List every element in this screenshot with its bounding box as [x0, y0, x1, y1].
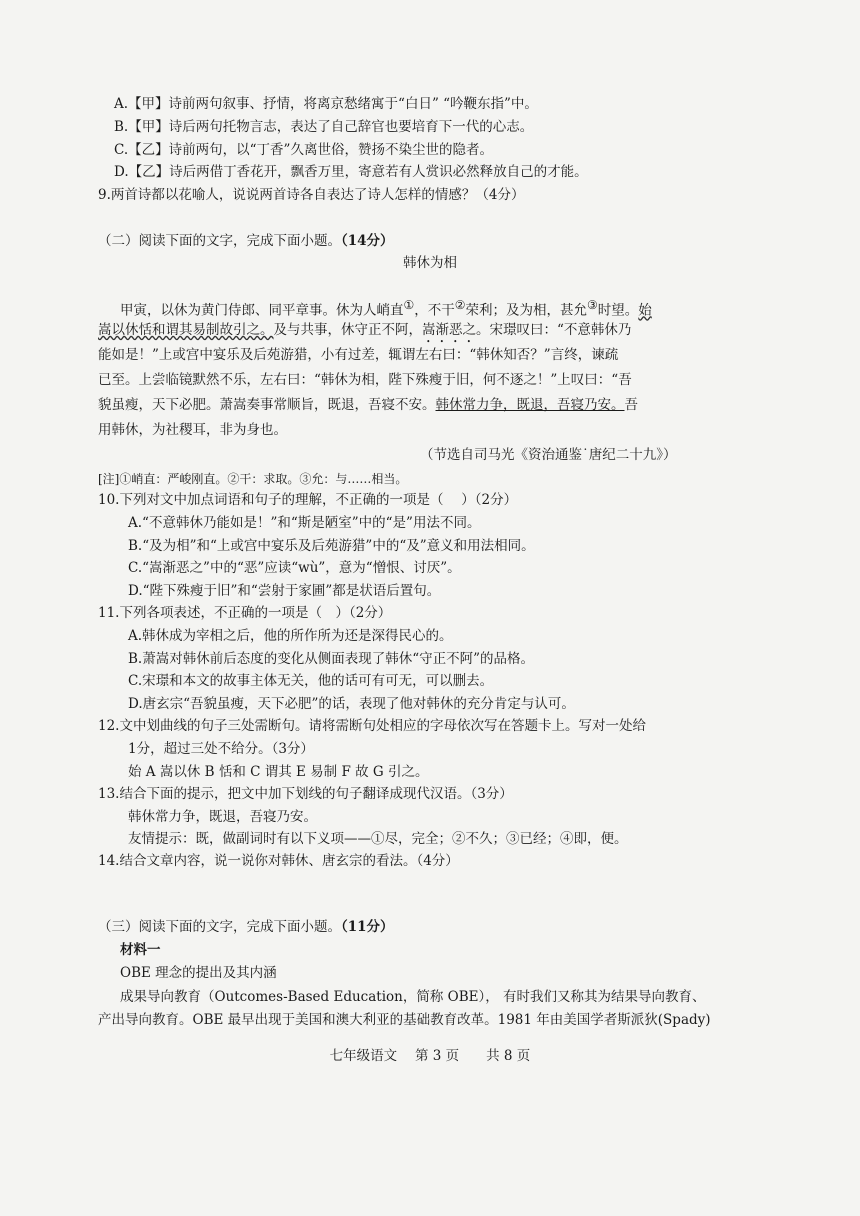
q8-option-d: D.【乙】诗后两借丁香花开，飘香万里，寄意若有人赏识必然释放自己的才能。: [114, 164, 588, 180]
section-3-heading: （三）阅读下面的文字，完成下面小题。（11分）: [98, 919, 394, 935]
passage-line-5: 貌虽瘦，天下必肥。萧嵩奏事常顺旨，既退，吾寝不安。韩休常力争，既退，吾寝乃安。吾: [98, 397, 638, 413]
material-one-label: 材料一: [120, 942, 161, 958]
q8-option-b: B.【甲】诗后两句托物言志，表达了自己辞官也要培育下一代的心志。: [114, 119, 534, 135]
material-subtitle: OBE 理念的提出及其内涵: [120, 965, 277, 981]
passage-source: （节选自司马光《资治通鉴˙唐纪二十九》）: [420, 447, 677, 463]
passage-title: 韩休为相: [403, 255, 457, 271]
q11-option-c: C.宋璟和本文的故事主体无关，他的话可有可无，可以删去。: [128, 673, 494, 689]
material-paragraph-1: 成果导向教育（Outcomes-Based Education，简称 OBE）， 有时我们又称其为结果导向教育、: [120, 989, 706, 1005]
passage-line-2: 嵩以休恬和谓其易制故引之。及与共事，休守正不阿，嵩渐恶之。宋璟叹曰：“不意韩休乃: [98, 322, 632, 338]
passage-line-6: 用韩休，为社稷耳，非为身也。: [98, 422, 287, 438]
q10-option-c: C.“嵩渐恶之”中的“恶”应读“wù”，意为“憎恨、讨厌”。: [128, 560, 461, 576]
question-9: 9.两首诗都以花喻人，说说两首诗各自表达了诗人怎样的情感？（4分）: [98, 187, 525, 203]
question-13-stem: 13.结合下面的提示，把文中加下划线的句子翻译成现代汉语。（3分）: [98, 786, 513, 802]
question-14: 14.结合文章内容，说一说你对韩休、唐玄宗的看法。（4分）: [98, 853, 459, 869]
q11-option-d: D.唐玄宗“吾貌虽瘦，天下必肥”的话，表现了他对韩休的充分肯定与认可。: [128, 696, 575, 712]
question-12-stem-cont: 1分，超过三处不给分。（3分）: [128, 741, 314, 757]
material-paragraph-2: 产出导向教育。OBE 最早出现于美国和澳大利亚的基础教育改革。1981 年由美国学者斯派狄(Spady): [98, 1012, 711, 1028]
passage-line-1: 甲寅，以休为黄门侍郎、同平章事。休为人峭直①，不干②荣利；及为相，甚允③时望。始: [120, 298, 652, 319]
q10-option-a: A.“不意韩休乃能如是！”和“斯是陋室”中的“是”用法不同。: [128, 515, 481, 531]
q13-hint: 友情提示：既，做副词时有以下义项——①尽，完全；②不久；③已经；④即，便。: [128, 831, 628, 847]
q11-option-a: A.韩休成为宰相之后，他的所作所为还是深得民心的。: [128, 628, 453, 644]
page-footer: 七年级语文 第 3 页 共 8 页: [329, 1048, 531, 1064]
q13-sentence: 韩休常力争，既退，吾寝乃安。: [128, 809, 317, 825]
q10-option-d: D.“陛下殊瘦于旧”和“尝射于家圃”都是状语后置句。: [128, 583, 441, 599]
question-11-stem: 11.下列各项表述，不正确的一项是（ ）（2分）: [98, 605, 392, 621]
passage-notes: [注]①峭直：严峻刚直。②干：求取。③允：与……相当。: [98, 472, 408, 486]
q10-option-b: B.“及为相”和“上或宫中宴乐及后苑游猎”中的“及”意义和用法相同。: [128, 538, 535, 554]
passage-line-4: 已至。上尝临镜默然不乐，左右曰：“韩休为相，陛下殊瘦于旧，何不逐之！”上叹曰：“吾: [98, 372, 632, 388]
q12-sentence: 始 A 嵩以休 B 恬和 C 谓其 E 易制 F 故 G 引之。: [128, 764, 429, 780]
q8-option-a: A.【甲】诗前两句叙事、抒情，将离京愁绪寓于“白日” “吟鞭东指”中。: [114, 96, 538, 112]
q8-option-c: C.【乙】诗前两句，以“丁香”久离世俗，赞扬不染尘世的隐者。: [114, 142, 493, 158]
passage-line-3: 能如是！”上或宫中宴乐及后苑游猎，小有过差，辄谓左右曰：“韩休知否？”言终，谏疏: [98, 347, 619, 363]
section-2-heading: （二）阅读下面的文字，完成下面小题。（14分）: [98, 233, 394, 249]
question-12-stem: 12.文中划曲线的句子三处需断句。请将需断句处相应的字母依次写在答题卡上。写对一处给: [98, 718, 646, 734]
q11-option-b: B.萧嵩对韩休前后态度的变化从侧面表现了韩休“守正不阿”的品格。: [128, 651, 535, 667]
question-10-stem: 10.下列对文中加点词语和句子的理解，不正确的一项是（ ）（2分）: [98, 492, 518, 508]
